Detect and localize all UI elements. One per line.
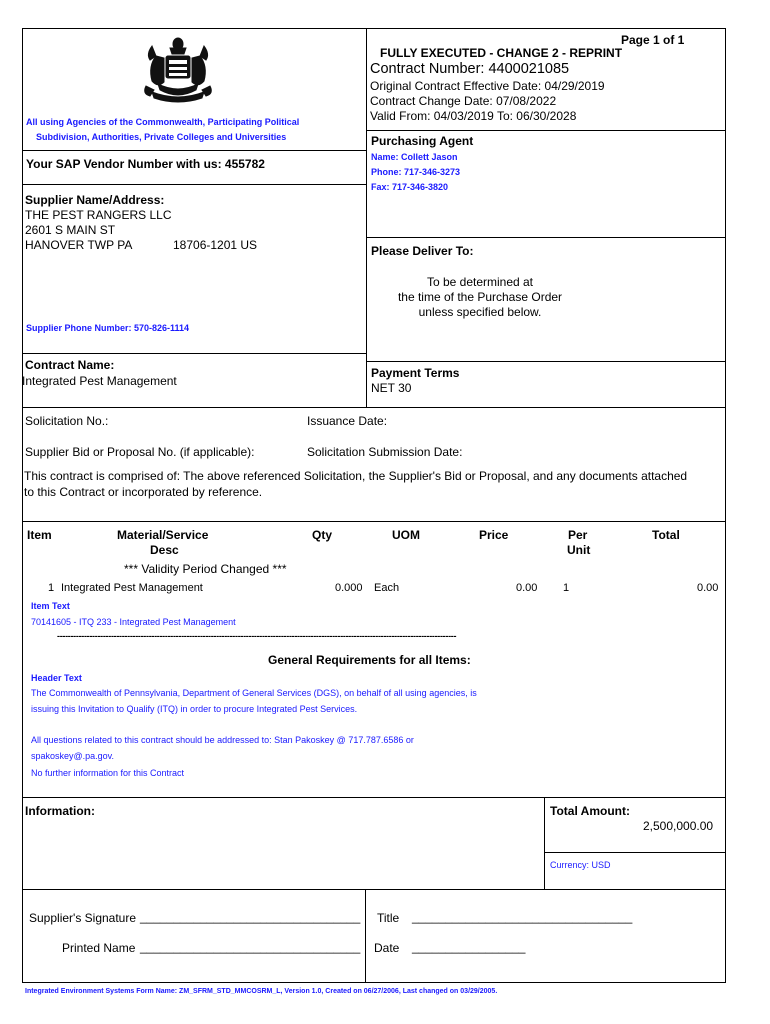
form-footer: Integrated Environment Systems Form Name: ZM_SFRM_STD_MMCOSRM_L, Version 1.0, Created on 06/27/2006, Last changed on 03/29/2005. [25, 988, 498, 995]
supplier-city: HANOVER TWP PA [25, 238, 133, 252]
border-bottom [22, 982, 726, 983]
contract-number: Contract Number: 4400021085 [370, 61, 570, 77]
row-total: 0.00 [697, 582, 719, 594]
deliver-to-label: Please Deliver To: [371, 244, 474, 258]
information-label: Information: [25, 804, 95, 818]
row-price: 0.00 [516, 582, 538, 594]
row-uom: Each [374, 582, 400, 594]
purchasing-agent-label: Purchasing Agent [371, 134, 474, 148]
divider [544, 797, 545, 890]
currency: Currency: USD [550, 860, 611, 870]
questions-line-2: spakoskey@.pa.gov. [31, 751, 115, 761]
issuance-date: Issuance Date: [307, 414, 388, 428]
valid-dates: Valid From: 04/03/2019 To: 06/30/2028 [370, 109, 577, 123]
divider [22, 184, 367, 185]
supplier-phone: Supplier Phone Number: 570-826-1114 [26, 323, 190, 333]
divider [365, 889, 366, 983]
supplier-signature-label: Supplier's Signature [29, 911, 137, 925]
agent-fax: Fax: 717-346-3820 [371, 182, 449, 192]
printed-name-label: Printed Name [62, 941, 136, 955]
general-requirements-title: General Requirements for all Items: [268, 653, 471, 667]
payment-terms: NET 30 [371, 381, 412, 395]
agent-phone: Phone: 717-346-3273 [371, 167, 461, 177]
col-total: Total [652, 528, 680, 542]
original-effective-date: Original Contract Effective Date: 04/29/2019 [370, 79, 605, 93]
border-left [22, 28, 23, 983]
divider-v-top [366, 28, 367, 408]
total-amount: 2,500,000.00 [643, 819, 714, 833]
solicitation-no: Solicitation No.: [25, 414, 109, 428]
divider [22, 797, 726, 798]
date-line[interactable]: _________________ [412, 940, 526, 954]
supplier-zip: 18706-1201 US [173, 238, 258, 252]
header-text-line-1: The Commonwealth of Pennsylvania, Department of General Services (DGS), on behalf of all using agencies, is [31, 688, 477, 698]
comprised-line-1: This contract is comprised of: The above referenced Solicitation, the Supplier's Bid or Proposal, and any documents attached [24, 469, 688, 483]
date-label: Date [374, 941, 400, 955]
payment-terms-label: Payment Terms [371, 366, 460, 380]
pennsylvania-seal [138, 36, 218, 106]
contract-change-date: Contract Change Date: 07/08/2022 [370, 94, 557, 108]
divider [22, 407, 726, 408]
title-line[interactable]: _________________________________ [412, 910, 633, 924]
col-item: Item [27, 528, 52, 542]
border-top [22, 28, 726, 29]
questions-line-1: All questions related to this contract should be addressed to: Stan Pakoskey @ 717.787.6586 or [31, 735, 414, 745]
border-right [725, 28, 726, 983]
col-qty: Qty [312, 528, 333, 542]
divider [366, 130, 726, 131]
divider [366, 237, 726, 238]
header-text-label: Header Text [31, 673, 82, 683]
contract-status: FULLY EXECUTED - CHANGE 2 - REPRINT [380, 46, 623, 60]
divider [22, 353, 367, 354]
col-desc-1: Material/Service [117, 528, 209, 542]
agencies-line-1: All using Agencies of the Commonwealth, Participating Political [26, 117, 300, 127]
supplier-name: THE PEST RANGERS LLC [25, 208, 172, 222]
divider [22, 521, 726, 522]
supplier-signature-line[interactable]: _________________________________ [140, 910, 361, 924]
contract-name: Integrated Pest Management [22, 374, 177, 388]
item-text: 70141605 - ITQ 233 - Integrated Pest Management [31, 617, 236, 627]
header-text-line-2: issuing this Invitation to Qualify (ITQ) in order to procure Integrated Pest Services. [31, 704, 358, 714]
supplier-address-label: Supplier Name/Address: [25, 193, 165, 207]
page-number: Page 1 of 1 [621, 33, 685, 47]
supplier-bid: Supplier Bid or Proposal No. (if applicable): [25, 445, 255, 459]
printed-name-line[interactable]: _________________________________ [140, 940, 361, 954]
agent-name: Name: Collett Jason [371, 152, 458, 162]
agencies-line-2: Subdivision, Authorities, Private Colleges and Universities [36, 132, 287, 142]
submission-date: Solicitation Submission Date: [307, 445, 463, 459]
divider [544, 852, 726, 853]
divider [22, 889, 726, 890]
deliver-line-2: the time of the Purchase Order [397, 290, 563, 304]
title-label: Title [377, 911, 400, 925]
item-text-label: Item Text [31, 601, 70, 611]
deliver-line-1: To be determined at [426, 275, 534, 289]
no-further-info: No further information for this Contract [31, 768, 185, 778]
row-per: 1 [563, 582, 570, 594]
col-uom: UOM [392, 528, 420, 542]
dash-separator: ---------------------------------------------------------------------------------------------------------------------------------------------------- [57, 631, 457, 641]
supplier-street: 2601 S MAIN ST [25, 223, 116, 237]
row-desc: Integrated Pest Management [61, 582, 203, 594]
deliver-line-3: unless specified below. [418, 305, 542, 319]
col-per-2: Unit [567, 543, 591, 557]
col-per-1: Per [568, 528, 588, 542]
row-item: 1 [48, 582, 55, 594]
sap-vendor-number: Your SAP Vendor Number with us: 455782 [26, 157, 265, 171]
validity-note: *** Validity Period Changed *** [124, 562, 287, 576]
total-amount-label: Total Amount: [550, 804, 630, 818]
contract-name-label: Contract Name: [25, 358, 115, 372]
col-desc-2: Desc [150, 543, 179, 557]
divider [22, 150, 367, 151]
row-qty: 0.000 [335, 582, 363, 594]
comprised-line-2: to this Contract or incorporated by reference. [24, 485, 263, 499]
divider [366, 361, 726, 362]
col-price: Price [479, 528, 509, 542]
